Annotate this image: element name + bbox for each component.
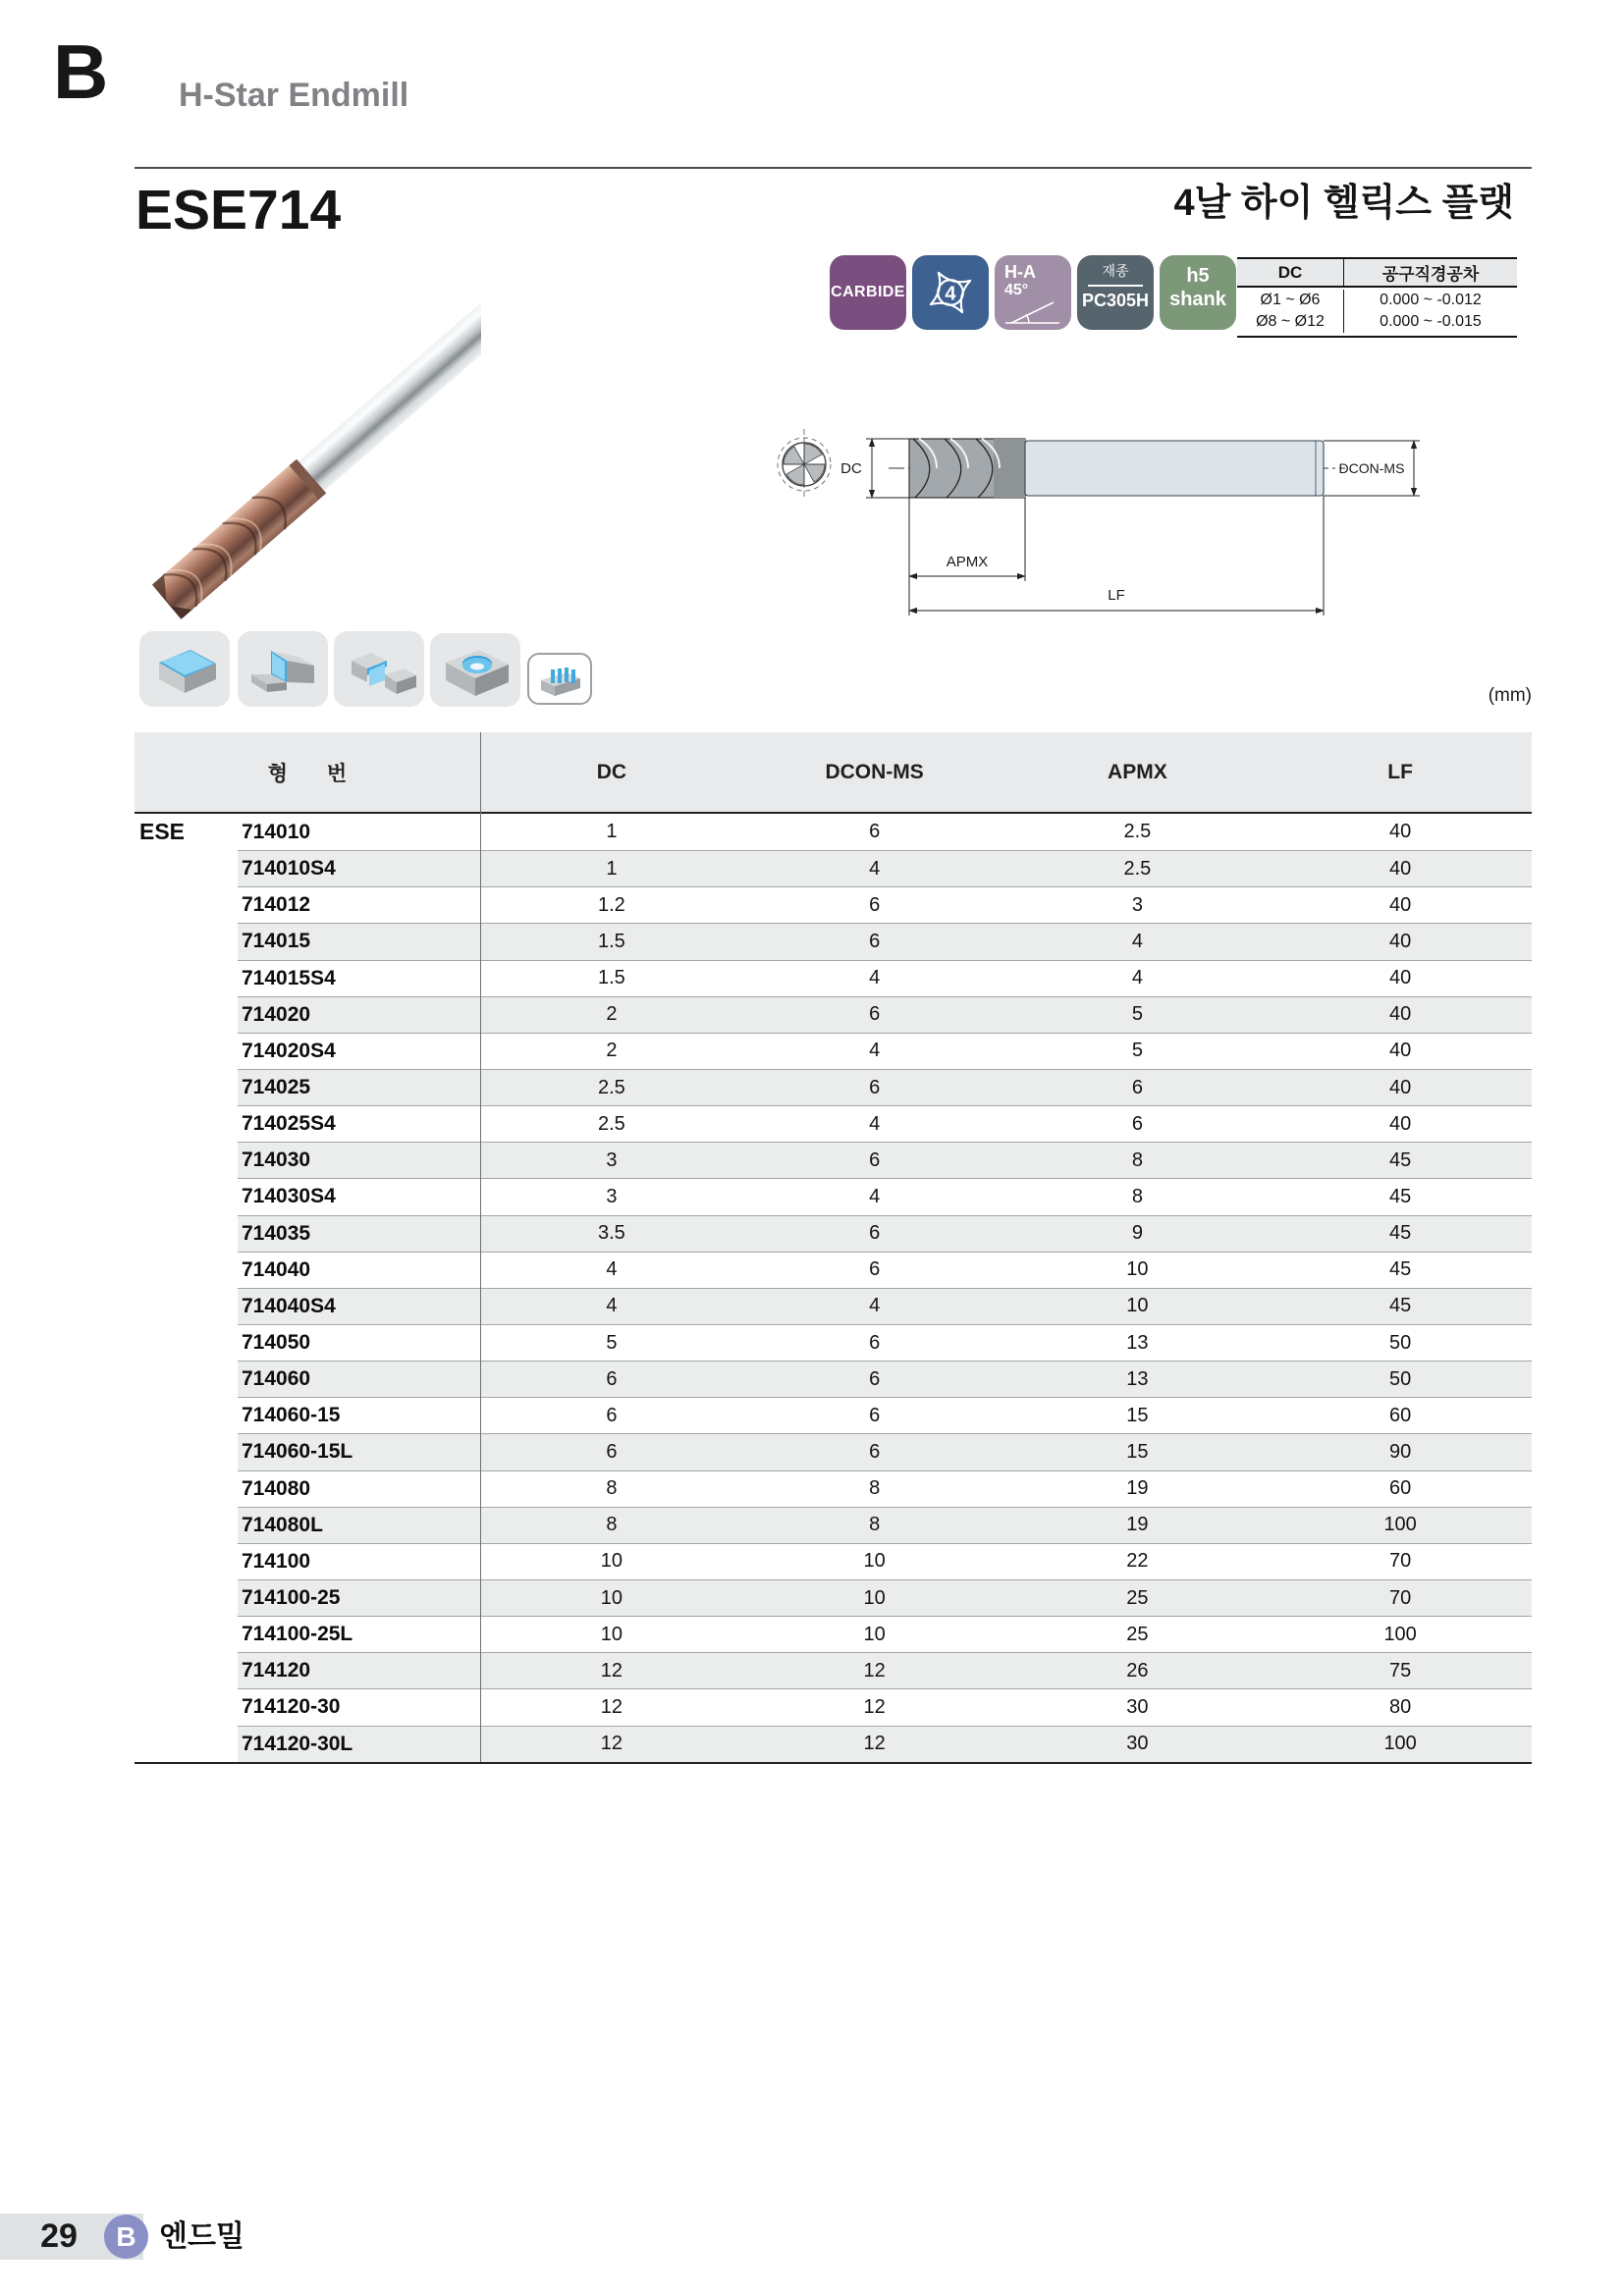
value-dcon: 6: [869, 1404, 881, 1426]
tolerance-header-tolerance: 공구직경공차: [1343, 259, 1517, 286]
table-row: [135, 1324, 1532, 1361]
app-icon-pocket-milling: [430, 633, 520, 707]
value-dc: 1: [606, 821, 618, 843]
value-dc: 2: [606, 1040, 618, 1062]
value-dc: 3: [606, 1148, 618, 1171]
table-row: [135, 850, 1532, 886]
value-lf: 45: [1389, 1258, 1412, 1281]
table-row: [135, 1288, 1532, 1324]
value-lf: 80: [1389, 1695, 1412, 1718]
value-dcon: 4: [869, 1185, 881, 1207]
value-dc: 10: [600, 1586, 623, 1609]
value-dcon: 6: [869, 930, 881, 952]
table-row: [135, 960, 1532, 996]
value-lf: 40: [1389, 821, 1412, 843]
series-label: [135, 1288, 238, 1324]
app-icon-slot-milling: [334, 631, 424, 707]
column-header-lf: LF: [1387, 760, 1413, 783]
value-lf: 60: [1389, 1404, 1412, 1426]
value-apmx: 22: [1126, 1550, 1149, 1573]
table-row: [135, 923, 1532, 959]
value-dcon: 8: [869, 1514, 881, 1536]
value-dcon: 6: [869, 1331, 881, 1354]
table-row: [135, 1726, 1532, 1762]
value-dcon: 6: [869, 1148, 881, 1171]
value-lf: 75: [1389, 1659, 1412, 1682]
column-header-dcon: DCON-MS: [825, 760, 924, 783]
model-number: 714060-15: [242, 1404, 341, 1427]
value-dcon: 6: [869, 821, 881, 843]
value-apmx: 15: [1126, 1404, 1149, 1426]
value-apmx: 6: [1131, 1076, 1143, 1098]
table-row: [135, 1215, 1532, 1252]
flute-count-value: 4: [945, 283, 956, 305]
value-dc: 2.5: [597, 1112, 625, 1135]
model-number: 714030S4: [242, 1185, 336, 1208]
value-dc: 10: [600, 1623, 623, 1645]
model-number: 714060: [242, 1367, 311, 1391]
table-row: [135, 1688, 1532, 1725]
model-number: 714020: [242, 1002, 311, 1026]
value-dc: 4: [606, 1295, 618, 1317]
value-apmx: 5: [1131, 1003, 1143, 1026]
value-dc: 2: [606, 1003, 618, 1026]
shank-label: shank: [1169, 289, 1226, 310]
value-lf: 100: [1383, 1623, 1417, 1645]
model-number: 714040S4: [242, 1294, 336, 1317]
value-dc: 6: [606, 1440, 618, 1463]
value-dc: 2.5: [597, 1076, 625, 1098]
value-dcon: 4: [869, 967, 881, 989]
model-number: 714015S4: [242, 966, 336, 989]
table-row: [135, 1397, 1532, 1433]
series-label: [135, 1433, 238, 1469]
value-lf: 40: [1389, 1112, 1412, 1135]
value-dc: 12: [600, 1733, 623, 1755]
value-apmx: 15: [1126, 1440, 1149, 1463]
product-code: ESE714: [135, 179, 342, 241]
table-row: [135, 1652, 1532, 1688]
header-rule: [135, 167, 1532, 169]
value-dcon: 12: [863, 1733, 886, 1755]
value-dc: 1.5: [597, 930, 625, 952]
series-label: [135, 1142, 238, 1178]
model-number: 714035: [242, 1221, 311, 1245]
value-apmx: 19: [1126, 1477, 1149, 1500]
value-dc: 8: [606, 1514, 618, 1536]
model-number: 714100: [242, 1549, 311, 1573]
value-lf: 90: [1389, 1440, 1412, 1463]
angle-icon: [1002, 298, 1063, 326]
table-row: [135, 1616, 1532, 1652]
model-number: 714012: [242, 893, 311, 917]
badge-shank-tolerance: [1160, 255, 1236, 330]
value-dcon: 8: [869, 1477, 881, 1500]
model-number: 714020S4: [242, 1039, 336, 1062]
value-apmx: 25: [1126, 1586, 1149, 1609]
value-apmx: 4: [1131, 930, 1143, 952]
tolerance-range: Ø1 ~ Ø6: [1260, 292, 1321, 308]
model-number: 714040: [242, 1257, 311, 1281]
tolerance-row: [1237, 290, 1517, 311]
series-label: [135, 1543, 238, 1579]
value-dcon: 10: [863, 1586, 886, 1609]
spec-table: [135, 732, 1532, 1764]
product-photo: [88, 290, 481, 628]
value-apmx: 13: [1126, 1331, 1149, 1354]
dimension-diagram: [756, 388, 1443, 623]
series-label: ESE: [139, 819, 186, 845]
series-label: [135, 1361, 238, 1397]
value-dc: 8: [606, 1477, 618, 1500]
value-apmx: 30: [1126, 1695, 1149, 1718]
value-dc: 3: [606, 1185, 618, 1207]
model-number: 714120: [242, 1659, 311, 1682]
value-lf: 70: [1389, 1550, 1412, 1573]
spec-table-body: [135, 814, 1532, 1762]
value-dc: 10: [600, 1550, 623, 1573]
series-label: [135, 996, 238, 1033]
value-dc: 1: [606, 857, 618, 880]
value-dcon: 6: [869, 1367, 881, 1390]
value-apmx: 26: [1126, 1659, 1149, 1682]
value-dcon: 6: [869, 893, 881, 916]
tolerance-row: [1237, 311, 1517, 333]
series-label: [135, 1252, 238, 1288]
value-dcon: 4: [869, 1040, 881, 1062]
model-number: 714015: [242, 930, 311, 953]
value-dc: 4: [606, 1258, 618, 1281]
section-letter: B: [53, 28, 109, 115]
model-number: 714010S4: [242, 857, 336, 881]
series-label: [135, 1470, 238, 1507]
table-row: [135, 1361, 1532, 1397]
value-dcon: 10: [863, 1550, 886, 1573]
model-number: 714030: [242, 1148, 311, 1172]
series-label: [135, 886, 238, 923]
value-dc: 6: [606, 1404, 618, 1426]
series-label: [135, 1033, 238, 1069]
value-lf: 60: [1389, 1477, 1412, 1500]
grade-divider: [1088, 285, 1143, 287]
app-icon-shoulder-milling: [238, 631, 328, 707]
badge-flute-count: [912, 255, 989, 330]
value-dc: 1.5: [597, 967, 625, 989]
series-label: [135, 1215, 238, 1252]
grade-value: PC305H: [1081, 291, 1150, 310]
table-row: [135, 814, 1532, 850]
table-row: [135, 1033, 1532, 1069]
tolerance-header-dc: DC: [1277, 262, 1303, 282]
model-number: 714100-25: [242, 1586, 341, 1610]
app-icon-face-milling: [139, 631, 230, 707]
helix-type-label: H-A: [1004, 262, 1036, 282]
value-dc: 12: [600, 1695, 623, 1718]
value-dcon: 6: [869, 1003, 881, 1026]
table-row: [135, 1470, 1532, 1507]
value-lf: 40: [1389, 857, 1412, 880]
apmx-label: APMX: [946, 554, 989, 570]
value-apmx: 25: [1126, 1623, 1149, 1645]
value-apmx: 19: [1126, 1514, 1149, 1536]
badge-carbide-label: CARBIDE: [831, 284, 905, 300]
flute-cross-section-icon: [919, 261, 982, 324]
tolerance-value: 0.000 ~ -0.015: [1343, 311, 1517, 333]
value-apmx: 13: [1126, 1367, 1149, 1390]
badge-carbide: [830, 255, 906, 330]
value-dcon: 6: [869, 1222, 881, 1245]
shank-drawing: [1025, 441, 1324, 496]
value-dc: 1.2: [597, 893, 625, 916]
table-row: [135, 1507, 1532, 1543]
value-apmx: 6: [1131, 1112, 1143, 1135]
value-apmx: 8: [1131, 1185, 1143, 1207]
series-label: [135, 960, 238, 996]
series-label: [135, 1652, 238, 1688]
value-lf: 70: [1389, 1586, 1412, 1609]
series-label: [135, 1324, 238, 1361]
value-apmx: 10: [1126, 1258, 1149, 1281]
section-title: H-Star Endmill: [179, 77, 409, 114]
series-label: [135, 1178, 238, 1214]
series-label: [135, 1688, 238, 1725]
page-number: 29: [40, 2217, 78, 2255]
table-row: [135, 996, 1532, 1033]
value-dcon: 10: [863, 1623, 886, 1645]
model-number: 714050: [242, 1331, 311, 1355]
series-label: [135, 1616, 238, 1652]
series-label: [135, 1726, 238, 1762]
value-dcon: 6: [869, 1076, 881, 1098]
value-lf: 50: [1389, 1367, 1412, 1390]
tolerance-value: 0.000 ~ -0.012: [1343, 290, 1517, 311]
dc-label: DC: [840, 460, 862, 477]
series-label: [135, 1069, 238, 1105]
series-label: [135, 1105, 238, 1142]
badge-material-grade: [1077, 255, 1154, 330]
table-row: [135, 1105, 1532, 1142]
column-header-apmx: APMX: [1108, 760, 1167, 783]
value-apmx: 2.5: [1123, 857, 1152, 880]
value-dcon: 12: [863, 1659, 886, 1682]
value-lf: 40: [1389, 1003, 1412, 1026]
tolerance-table: [1237, 257, 1517, 338]
tolerance-table-header: [1237, 259, 1517, 288]
series-label: [135, 1579, 238, 1616]
product-title-korean: 4날 하이 헬릭스 플랫: [1173, 183, 1514, 224]
lf-label: LF: [1108, 587, 1125, 604]
table-row: [135, 1579, 1532, 1616]
table-row: [135, 1142, 1532, 1178]
series-label: [135, 923, 238, 959]
value-lf: 40: [1389, 893, 1412, 916]
column-header-dc: DC: [596, 760, 627, 783]
table-row: [135, 1069, 1532, 1105]
model-number: 714010: [242, 820, 311, 843]
value-lf: 40: [1389, 967, 1412, 989]
value-lf: 100: [1383, 1733, 1417, 1755]
value-apmx: 5: [1131, 1040, 1143, 1062]
column-divider: [480, 732, 481, 1762]
value-dc: 12: [600, 1659, 623, 1682]
series-label: [135, 1397, 238, 1433]
value-apmx: 3: [1131, 893, 1143, 916]
value-apmx: 2.5: [1123, 821, 1152, 843]
model-number: 714060-15L: [242, 1440, 353, 1464]
model-number: 714120-30: [242, 1695, 341, 1719]
value-dc: 5: [606, 1331, 618, 1354]
model-number: 714120-30L: [242, 1732, 353, 1755]
footer-section-badge: [104, 2215, 148, 2259]
value-dcon: 12: [863, 1695, 886, 1718]
value-lf: 100: [1383, 1514, 1417, 1536]
table-row: [135, 1178, 1532, 1214]
column-header-model: 형 번: [267, 762, 348, 785]
footer-section-letter: B: [116, 2220, 136, 2252]
model-number: 714025: [242, 1076, 311, 1099]
flute-section-drawing: [909, 439, 1025, 498]
tolerance-range: Ø8 ~ Ø12: [1256, 313, 1325, 330]
table-row: [135, 1252, 1532, 1288]
model-number: 714080L: [242, 1513, 323, 1536]
value-lf: 45: [1389, 1148, 1412, 1171]
value-apmx: 9: [1131, 1222, 1143, 1245]
value-dcon: 4: [869, 1295, 881, 1317]
table-row: [135, 886, 1532, 923]
helix-angle-label: 45°: [1004, 282, 1029, 298]
shank-tolerance-value: h5: [1186, 265, 1210, 287]
value-dcon: 4: [869, 1112, 881, 1135]
value-apmx: 8: [1131, 1148, 1143, 1171]
model-number: 714100-25L: [242, 1623, 353, 1646]
table-row: [135, 1543, 1532, 1579]
value-lf: 45: [1389, 1295, 1412, 1317]
value-dcon: 6: [869, 1440, 881, 1463]
series-label: [135, 1507, 238, 1543]
value-dcon: 4: [869, 857, 881, 880]
unit-note: (mm): [1488, 685, 1532, 706]
value-dcon: 6: [869, 1258, 881, 1281]
model-number: 714025S4: [242, 1112, 336, 1136]
value-dc: 6: [606, 1367, 618, 1390]
end-view-icon: [778, 429, 831, 500]
series-label: [135, 850, 238, 886]
value-lf: 50: [1389, 1331, 1412, 1354]
value-lf: 40: [1389, 930, 1412, 952]
value-lf: 40: [1389, 1076, 1412, 1098]
table-row: [135, 1433, 1532, 1469]
value-dc: 3.5: [597, 1222, 625, 1245]
badge-helix-angle: [995, 255, 1071, 330]
value-apmx: 4: [1131, 967, 1143, 989]
value-lf: 40: [1389, 1040, 1412, 1062]
model-number: 714080: [242, 1476, 311, 1500]
spec-table-header: [135, 732, 1532, 814]
value-lf: 45: [1389, 1185, 1412, 1207]
value-lf: 45: [1389, 1222, 1412, 1245]
value-apmx: 30: [1126, 1733, 1149, 1755]
app-icon-rib-milling: [527, 653, 592, 705]
value-apmx: 10: [1126, 1295, 1149, 1317]
footer-section-label: 엔드밀: [159, 2220, 244, 2253]
grade-label: 재종: [1102, 263, 1129, 279]
dcon-label: DCON-MS: [1338, 460, 1405, 476]
